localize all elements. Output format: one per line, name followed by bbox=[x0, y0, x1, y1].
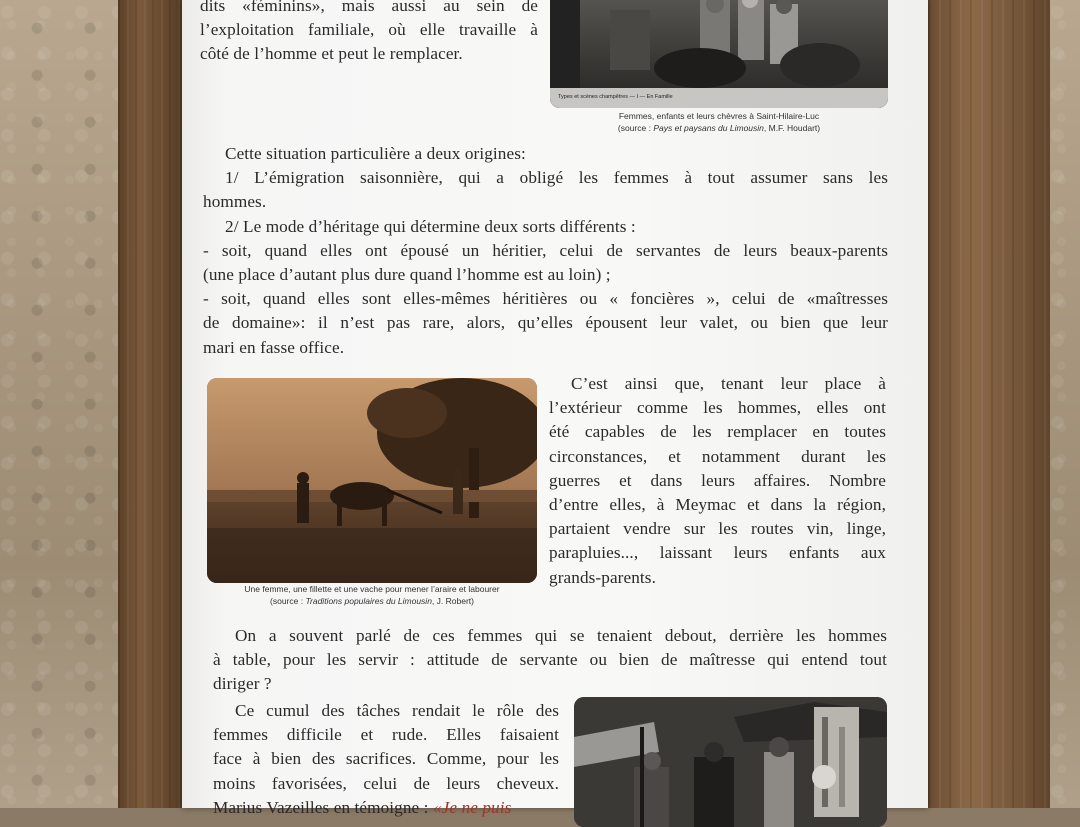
intro-line: l’exploitation familiale, où elle travaille à bbox=[200, 20, 538, 40]
photo2-source-prefix: (source : bbox=[270, 596, 306, 606]
origins-line: 2/ Le mode d’héritage qui détermine deux sorts différents : bbox=[225, 216, 636, 236]
origins-line: Cette situation particulière a deux origines: bbox=[225, 144, 526, 163]
origins-paragraph bbox=[203, 142, 888, 360]
replace-paragraph bbox=[549, 372, 886, 590]
photo1-caption bbox=[546, 110, 892, 134]
replace-line: grands-parents. bbox=[549, 567, 656, 587]
replace-line: l’extérieur comme les hommes, elles ont bbox=[549, 398, 886, 418]
table-line: à table, pour les servir : attitude de servante ou bien de maîtresse qui entend tout bbox=[213, 650, 887, 670]
origins-line: (une place d’autant plus dure quand l’homme est au loin) ; bbox=[203, 265, 611, 285]
replace-line: C’est ainsi que, tenant leur place à bbox=[571, 374, 886, 393]
table-line: On a souvent parlé de ces femmes qui se tenaient debout, derrière les hommes bbox=[235, 626, 887, 645]
photo2-source-suffix: , J. Robert) bbox=[431, 596, 474, 606]
origins-line: 1/ L’émigration saisonnière, qui a obligé les femmes à tout assumer sans les bbox=[225, 168, 888, 188]
photo2-caption-source bbox=[198, 595, 546, 607]
replace-line: parapluies..., laissant leurs enfants aux bbox=[549, 543, 886, 563]
photo1-caption-title: Femmes, enfants et leurs chèvres à Saint-Hilaire-Luc bbox=[618, 111, 820, 121]
photo1-source-title: Pays et paysans du Limousin bbox=[653, 123, 764, 133]
intro-line: dits «féminins», mais aussi au sein de bbox=[200, 0, 538, 15]
intro-paragraph bbox=[200, 0, 538, 67]
stone-wall-right bbox=[1050, 0, 1080, 808]
replace-line: circonstances, et notamment durant les bbox=[549, 446, 886, 466]
hardship-quote: «Je ne puis bbox=[432, 797, 512, 817]
origins-line: mari en fasse office. bbox=[203, 337, 345, 357]
photo1-caption-source bbox=[546, 122, 892, 134]
photo2-caption bbox=[198, 583, 546, 607]
hardship-paragraph bbox=[213, 699, 559, 820]
photo-women-children-goats-image bbox=[550, 0, 888, 108]
replace-line: guerres et dans leurs affaires. Nombre bbox=[549, 470, 886, 490]
stone-wall-left bbox=[0, 0, 130, 808]
hardship-line: Ce cumul des tâches rendait le rôle des bbox=[235, 701, 559, 720]
hardship-line: femmes difficile et rude. Elles faisaient bbox=[213, 725, 559, 745]
photo-woman-girl-cow-plough bbox=[207, 378, 537, 583]
origins-line: - soit, quand elles sont elles-mêmes héritières ou « foncières », celui de «maîtresses bbox=[203, 289, 888, 309]
table-line: diriger ? bbox=[213, 674, 272, 694]
hardship-last-prefix: Marius Vazeilles en témoigne : bbox=[213, 797, 433, 817]
intro-line: côté de l’homme et peut le remplacer. bbox=[200, 44, 463, 64]
photo1-stamp: Types et scènes champêtres — I — En Famille bbox=[558, 94, 673, 100]
photo2-source-title: Traditions populaires du Limousin bbox=[305, 596, 432, 606]
replace-line: été capables de les remplacer en toutes bbox=[549, 422, 886, 442]
photo2-caption-title: Une femme, une fillette et une vache pour mener l’araire et labourer bbox=[244, 584, 500, 594]
table-paragraph bbox=[213, 624, 887, 697]
replace-line: partaient vendre sur les routes vin, linge, bbox=[549, 519, 886, 539]
origins-line: de domaine»: il n’est pas rare, alors, qu’elles épousent leur valet, ou bien que leur bbox=[203, 313, 888, 333]
hardship-line: face à bien des sacrifices. Comme, pour les bbox=[213, 749, 559, 769]
origins-line: - soit, quand elles ont épousé un héritier, celui de servantes de leurs beaux-parents bbox=[203, 240, 888, 260]
wooden-beam-left bbox=[118, 0, 190, 808]
hardship-line: moins favorisées, celui de leurs cheveux. bbox=[213, 773, 559, 793]
wooden-beam-right bbox=[928, 0, 1053, 808]
photo-women-children-goats bbox=[550, 0, 888, 108]
photo1-source-prefix: (source : bbox=[617, 123, 654, 133]
photo-woman-girl-cow-plough-image bbox=[207, 378, 537, 583]
origins-line: hommes. bbox=[203, 192, 267, 212]
information-poster bbox=[182, 0, 928, 817]
replace-line: d’entre elles, à Meymac et dans la région, bbox=[549, 495, 886, 515]
photo1-source-suffix: , M.F. Houdart) bbox=[763, 123, 821, 133]
